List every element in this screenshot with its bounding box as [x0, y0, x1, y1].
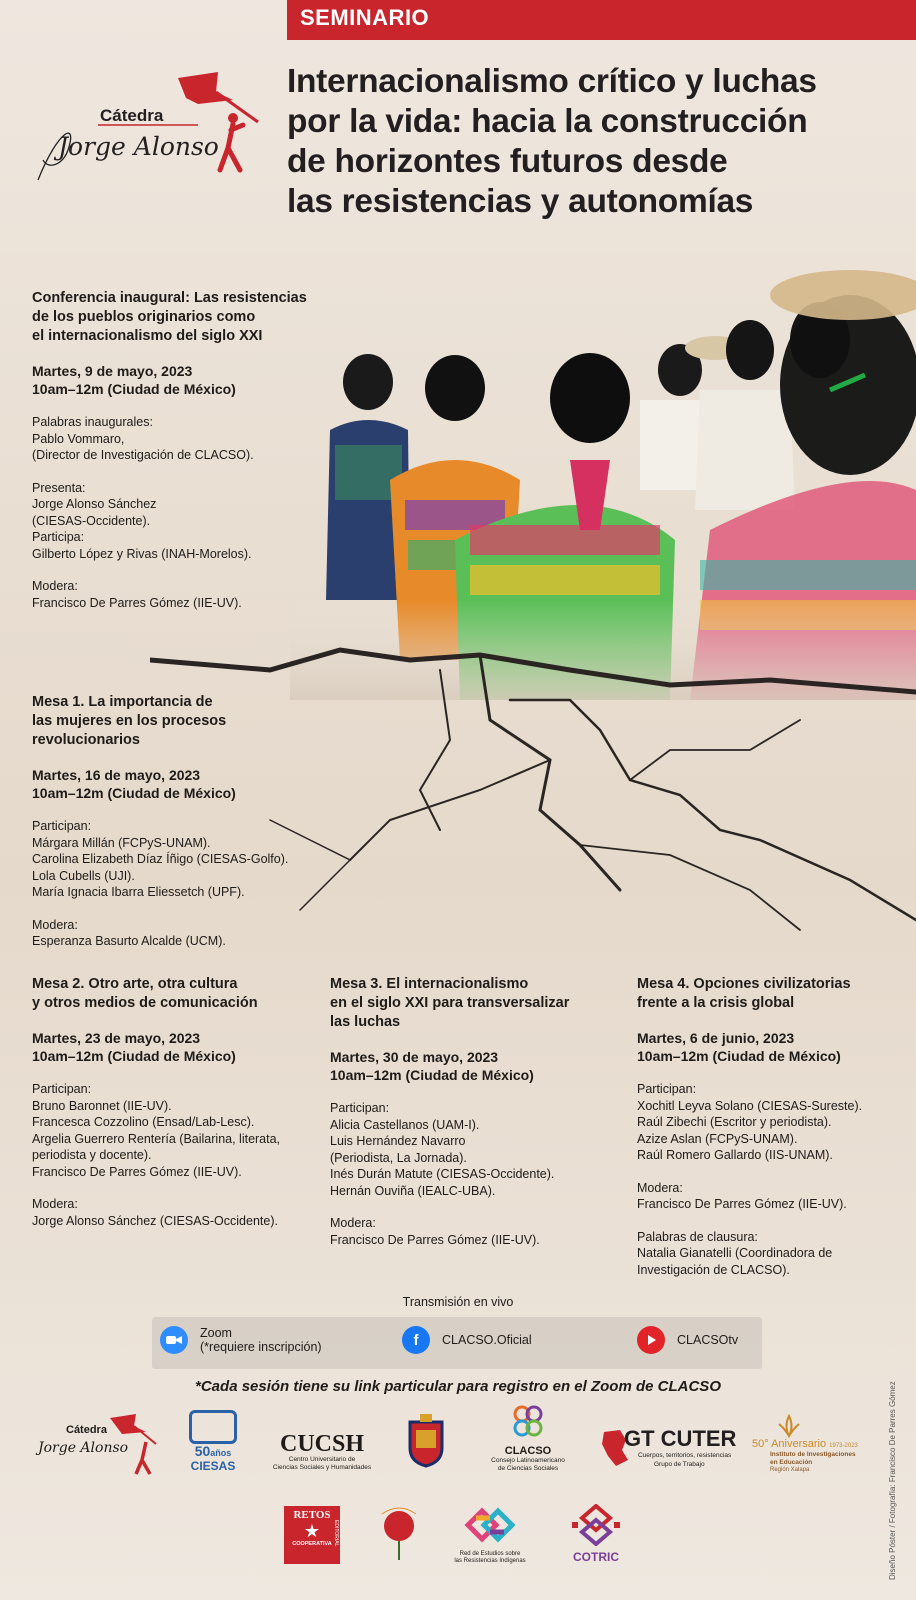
seminario-label: SEMINARIO — [300, 5, 430, 30]
clacso-knot-icon — [508, 1404, 548, 1440]
mesa2-details: Participan: Bruno Baronnet (IIE-UV). Francesca Cozzolino (Ensad/Lab-Lesc). Argelia Guerrero Rentería (Bailarina, literata, periodista y docente). Francisco De Parres Gómez (IIE-UV). Modera: Jorge Alonso Sánchez (CIESAS-Occidente). — [32, 1082, 281, 1228]
mesa4-details: Participan: Xochitl Leyva Solano (CIESAS-Sureste). Raúl Zibechi (Escritor y periodista). Azize Aslan (FCPyS-UNAM). Raúl Romero Gallardo (IIS-UNAM). Modera: Francisco De Parres Gómez (IIE-UV). Palabras de clausura: Natalia Gianatelli (Coordinadora de Investigación de CLACSO). — [637, 1082, 863, 1277]
star-icon: ★ — [303, 1521, 321, 1541]
red-estudios-logo: Red de Estudios sobre las Resistencias Indígenas — [450, 1504, 530, 1565]
mesa3-date: Martes, 30 de mayo, 2023 — [330, 1049, 499, 1065]
flower-icon — [372, 1504, 426, 1566]
ciesas-logo: 50años CIESAS — [185, 1410, 241, 1476]
catedra-logo — [28, 70, 268, 190]
mesa2-block — [32, 975, 280, 1229]
catedra-footer-logo: Cátedra Jorge Alonso — [28, 1410, 158, 1480]
zoom-note: (*requiere inscripción) — [200, 1340, 322, 1354]
ciesas-glyph-icon — [189, 1410, 237, 1444]
mesa4-title: Mesa 4. Opciones civilizatorias frente a la crisis global — [637, 976, 851, 1011]
fleur-icon — [774, 1414, 804, 1438]
conferencia-block — [32, 289, 307, 611]
zoom-link[interactable] — [160, 1326, 322, 1354]
cotric-logo: COTRIC — [566, 1504, 626, 1563]
arrows-knot-icon — [458, 1504, 522, 1546]
mesa1-details: Participan: Márgara Millán (FCPyS-UNAM). Carolina Elizabeth Díaz Íñigo (CIESAS-Golfo). Lola Cubells (UJI). María Ignacia Ibarra Eliessetch (UPF). Modera: Esperanza Basurto Alcalde (UCM). — [32, 819, 289, 948]
catedra-name: Jorge Alonso — [58, 132, 219, 161]
facebook-label: CLACSO.Oficial — [442, 1333, 532, 1347]
mesa4-date: Martes, 6 de junio, 2023 — [637, 1030, 795, 1046]
flag-figure-icon — [28, 70, 268, 190]
conferencia-details: Palabras inaugurales: Pablo Vommaro, (Director de Investigación de CLACSO). Presenta: Jorge Alonso Sánchez (CIESAS-Occidente). Participa: Gilberto López y Rivas (INAH-Morelos). Modera: Francisco De Parres Gómez (IIE-UV). — [32, 415, 254, 610]
conferencia-date: Martes, 9 de mayo, 2023 — [32, 363, 193, 379]
mesa2-date: Martes, 23 de mayo, 2023 — [32, 1030, 201, 1046]
clacso-logo: CLACSO Consejo Latinoamericano de Ciencias Sociales — [478, 1404, 578, 1473]
mesa4-time: 10am–12m (Ciudad de México) — [637, 1048, 841, 1064]
facebook-link[interactable] — [402, 1326, 532, 1354]
udg-shield-icon — [406, 1414, 446, 1468]
zoom-registration-note: *Cada sesión tiene su link particular para registro en el Zoom de CLACSO — [195, 1378, 721, 1395]
mesa1-title: Mesa 1. La importancia de las mujeres en los procesos revolucionarios — [32, 694, 227, 748]
conferencia-time: 10am–12m (Ciudad de México) — [32, 381, 236, 397]
red-flower-logo — [372, 1504, 426, 1566]
mesa2-time: 10am–12m (Ciudad de México) — [32, 1048, 236, 1064]
mesa1-date: Martes, 16 de mayo, 2023 — [32, 767, 201, 783]
retos-logo: RETOS ★ COOPERATIVA EDITORIAL — [284, 1506, 340, 1564]
mesa1-time: 10am–12m (Ciudad de México) — [32, 785, 236, 801]
mesa3-title: Mesa 3. El internacionalismo en el siglo XXI para transversalizar las luchas — [330, 976, 570, 1030]
conferencia-title: Conferencia inaugural: Las resistencias de los pueblos originarios como el internacionalismo del siglo XXI — [32, 290, 307, 344]
youtube-label: CLACSOtv — [677, 1333, 739, 1347]
zoom-icon — [160, 1326, 188, 1354]
mesa4-block — [637, 975, 862, 1278]
mesa3-details: Participan: Alicia Castellanos (UAM-I). Luis Hernández Navarro (Periodista, La Jornada). Inés Durán Matute (CIESAS-Occidente). Hernán Ouviña (IEALC-UBA). Modera: Francisco De Parres Gómez (IIE-UV). — [330, 1101, 555, 1247]
design-credit: Diseño Póster / Fotografía: Francisco De Parres Gómez — [888, 1381, 897, 1580]
mesa2-title: Mesa 2. Otro arte, otra cultura y otros medios de comunicación — [32, 976, 258, 1011]
youtube-link[interactable] — [637, 1326, 738, 1354]
zoom-label: Zoom — [200, 1326, 232, 1340]
textile-pattern-icon — [570, 1504, 622, 1546]
youtube-icon — [637, 1326, 665, 1354]
facebook-icon: f — [402, 1326, 430, 1354]
mesa3-block — [330, 975, 569, 1248]
cucsh-logo: CUCSH Centro Universitario de Ciencias Sociales y Humanidades — [272, 1431, 372, 1471]
live-heading: Transmisión en vivo — [402, 1295, 514, 1309]
catedra-word: Cátedra — [100, 106, 164, 125]
mesa3-time: 10am–12m (Ciudad de México) — [330, 1067, 534, 1083]
seminar-title: Internacionalismo crítico y luchas por la vida: hacia la construcción de horizontes futuros desde las resistencias y autonomías — [287, 63, 817, 220]
mesa1-block — [32, 693, 288, 950]
